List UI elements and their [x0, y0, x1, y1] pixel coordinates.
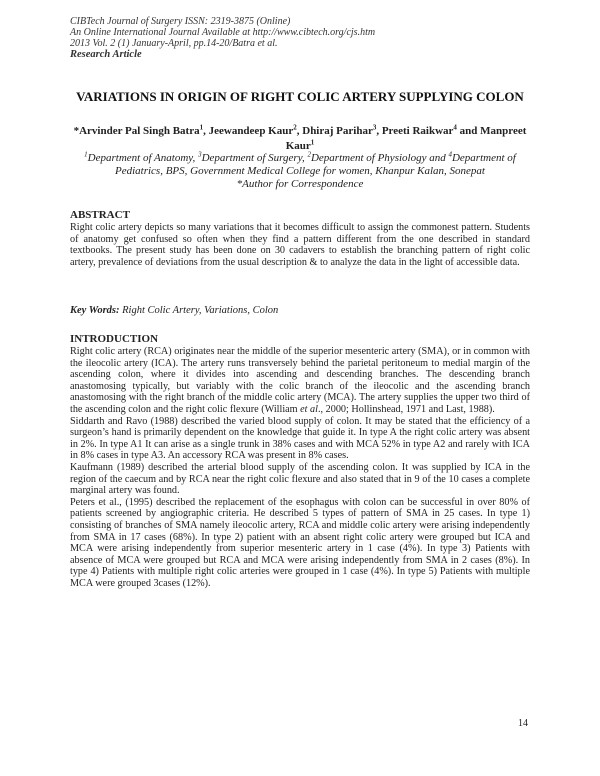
intro-text: ., 2000; Hollinshead, 1971 and Last, 1988). — [317, 403, 495, 415]
keywords-text: Right Colic Artery, Variations, Colon — [119, 305, 279, 316]
intro-text: Right colic artery (RCA) originates near the middle of the superior mesenteric artery (SMA), or in common with the ileocolic artery (ICA). The artery runs transversely behind the parietal peritoneum to medial margin of the ascending colon, where it divides into ascending and descending branches. The descending branch anastomosing typically, but variably with the colic branch of the ileocolic and the ascending branch anastomosing with the right branch of the middle colic artery (MCA). The artery supplies the upper two third of the ascending colon and the right colic flexure (William — [70, 346, 530, 415]
affiliation-superscript: 3 — [198, 150, 202, 159]
introduction-body — [70, 346, 530, 589]
intro-paragraph: Peters et al., (1995) described the replacement of the esophagus with colon can be successful in over 80% of patients screened by angiographic criteria. He described 5 types of pattern of SMA in 25 cases. In type 1) consisting of branches of SMA namely ileocolic artery, RCA and middle colic artery were arising independently from SMA in 17 cases (68%). In type 2) patient with an absent right colic artery were grouped but ICA and MCA were arising independently from superior mesenteric artery in 1 case (4%). In type 3) Patients with absence of MCA were grouped but RCA and MCA were arising independently from SMA in 2 cases (8%). In type 4) Patients with multiple right colic arteries were grouped in 1 case (4%). In type 5) Patients with multiple MCA were grouped 3cases (12%). — [70, 496, 530, 589]
affiliation-superscript: 2 — [307, 150, 311, 159]
journal-header — [70, 16, 375, 60]
article-type: Research Article — [70, 49, 142, 60]
intro-text-italic: et al — [300, 403, 318, 415]
abstract-paragraph: Right colic artery depicts so many variations that it becomes difficult to assign the commonest pattern. Students of anatomy get confused so often when they find a pattern different from the one described in standard textbooks. The present study has been done on 30 cadavers to establish the branching pattern of right colic artery, prevalence of deviations from the usual description & to analyze the data in the light of accessible data. — [70, 222, 530, 268]
author-superscript: 2 — [293, 123, 297, 132]
introduction-heading: INTRODUCTION — [70, 333, 159, 345]
affiliation-text: Department of Surgery, — [201, 152, 308, 164]
author-superscript: 1 — [310, 138, 315, 147]
affiliation-superscript: 1 — [84, 150, 88, 159]
page-number: 14 — [518, 718, 528, 729]
keywords — [70, 305, 278, 316]
abstract-body — [70, 222, 530, 268]
author-name: *Arvinder Pal Singh Batra — [73, 125, 200, 137]
author-name: and Manpreet Kaur — [285, 125, 527, 152]
abstract-heading: ABSTRACT — [70, 209, 130, 221]
journal-name: CIBTech Journal of Surgery ISSN: 2319-3875 (Online) — [70, 16, 291, 27]
intro-paragraph: Siddarth and Ravo (1988) described the varied blood supply of colon. It may be stated that the efficiency of a surgeon’s hand is primarily dependent on the knowledge that guide it. In type A the right colic artery was absent in 2%. In type A1 It can arise as a single trunk in 38% cases and with MCA 52% in type A2 and rarely with ICA in 8% cases in type A3. An accessory RCA was present in 8% cases. — [70, 415, 530, 462]
correspondence-note: *Author for Correspondence — [236, 178, 364, 190]
author-name: , Dhiraj Parihar — [296, 125, 373, 137]
author-superscript: 4 — [453, 123, 457, 132]
author-name: , Jeewandeep Kaur — [203, 125, 294, 137]
affiliation-text: Department of Anatomy, — [87, 152, 199, 164]
keywords-label: Key Words: — [70, 305, 120, 316]
affiliation-text: Department of Physiology and — [310, 152, 449, 164]
author-superscript: 3 — [372, 123, 377, 132]
author-name: , Preeti Raikwar — [376, 125, 454, 137]
affiliation-text: Department of Pediatrics, BPS, Government Medical College for women, Khanpur Kalan, Sonepat — [115, 152, 516, 177]
journal-volume: 2013 Vol. 2 (1) January-April, pp.14-20/Batra et al. — [70, 38, 278, 49]
author-superscript: 1 — [199, 123, 204, 132]
journal-url: An Online International Journal Available at http://www.cibtech.org/cjs.htm — [70, 27, 376, 38]
affiliations — [70, 152, 530, 191]
affiliation-superscript: 4 — [448, 150, 452, 159]
intro-paragraph: Kaufmann (1989) described the arterial blood supply of the ascending colon. It was supplied by ICA in the region of the caecum and by RCA near the right colic flexure and also stated that in 9 of the 10 cases a complete marginal artery was found. — [70, 461, 530, 497]
author-list — [70, 124, 530, 154]
paper-title: VARIATIONS IN ORIGIN OF RIGHT COLIC ARTERY SUPPLYING COLON — [76, 89, 524, 104]
intro-paragraph — [70, 346, 530, 416]
